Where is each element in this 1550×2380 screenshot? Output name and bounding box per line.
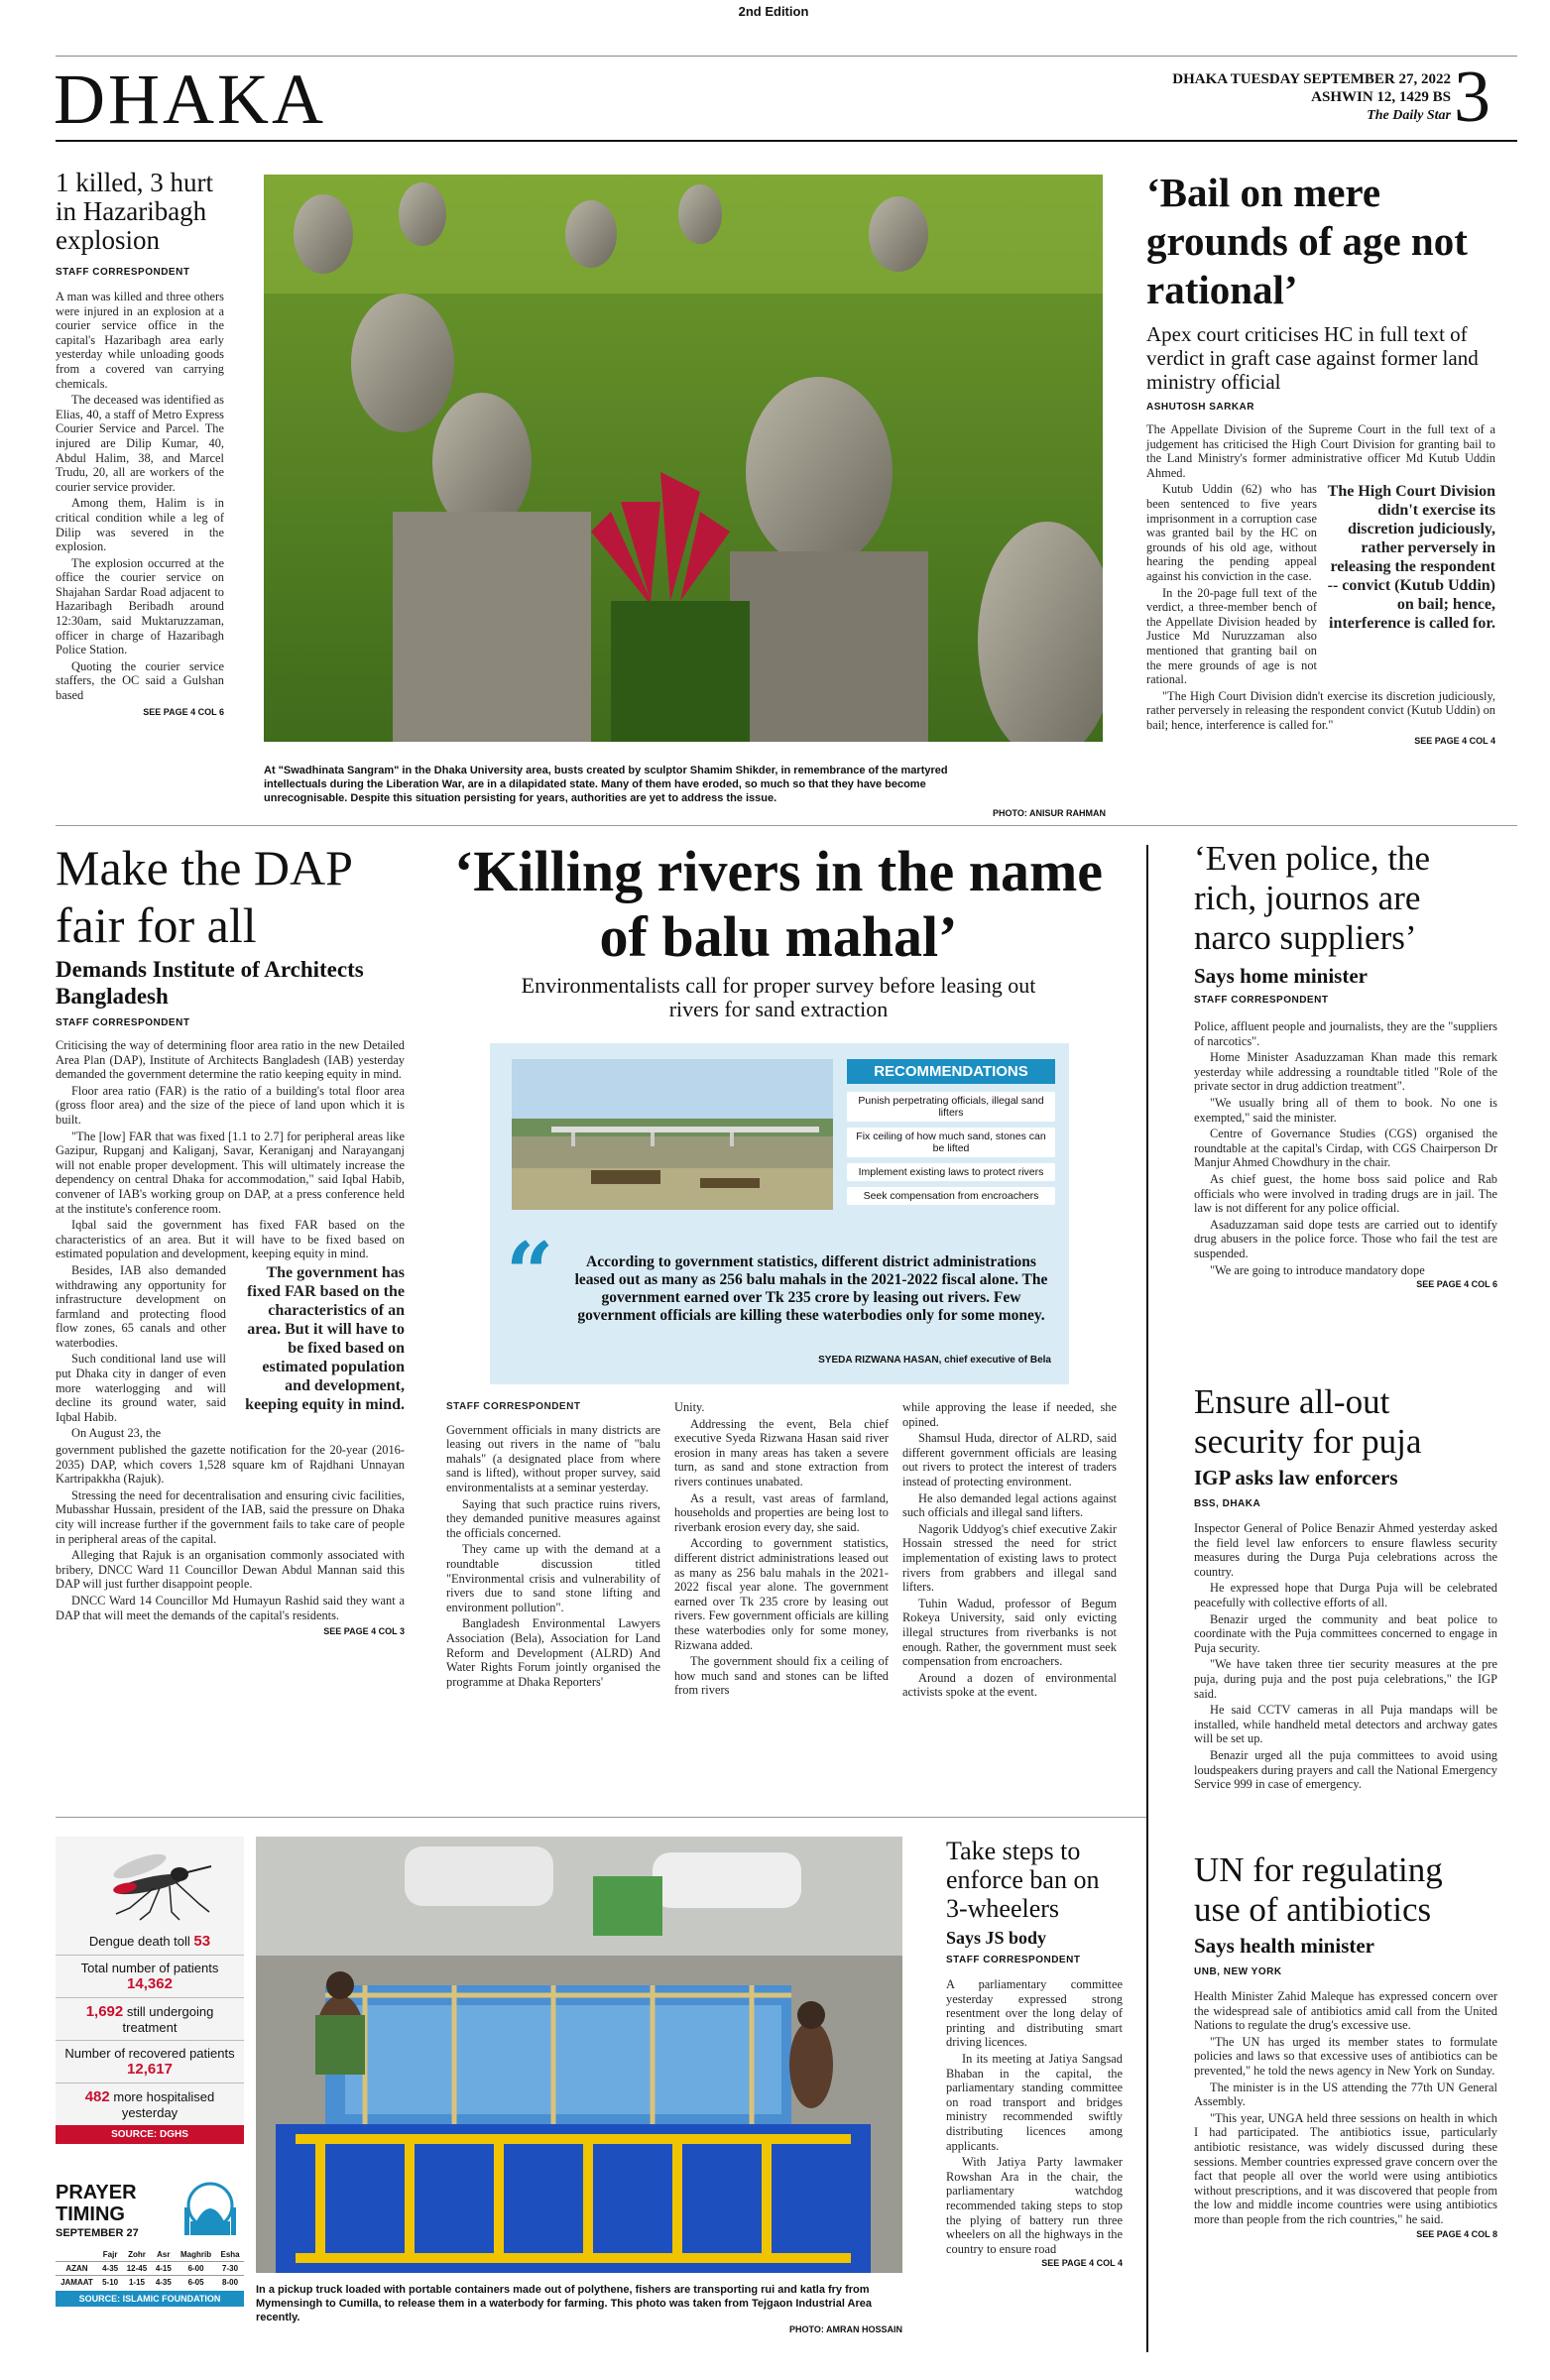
three-wheelers-subhead: Says JS body: [946, 1928, 1047, 1948]
truck-photo-illustration: [256, 1837, 902, 2273]
paragraph: Police, affluent people and journalists, they are the "suppliers of narcotics".: [1194, 1019, 1497, 1048]
paragraph: DNCC Ward 14 Councillor Md Humayun Rashid said they want a DAP that will meet the demands of the capital's residents.: [56, 1593, 405, 1622]
bail-headline: ‘Bail on mere grounds of age not rational’: [1146, 170, 1468, 312]
paragraph: Benazir urged the community and beat police to coordinate with the Puja committees concerned to engage in Puja security.: [1194, 1611, 1497, 1655]
river-photo: [512, 1059, 833, 1210]
truck-caption: In a pickup truck loaded with portable containers made out of polythene, fishers are transporting rui and katla fry from Mymensingh to Cumilla, to release them in a waterbody for farming. This photo was taken from Tejgaon Industrial Area recently.: [256, 2284, 872, 2323]
dap-headline: Make the DAP fair for all: [56, 840, 352, 953]
edition-label: 2nd Edition: [738, 4, 809, 19]
prayer-box: [56, 2182, 244, 2307]
paragraph: With Jatiya Party lawmaker Rowshan Ara in the chair, the parliamentary watchdog recommended taking steps to stop the plying of battery run three wheelers on all the highways in the country to ensure road: [946, 2155, 1123, 2256]
recommendations-panel: [847, 1059, 1055, 1211]
busts-photo: [264, 175, 1103, 742]
dengue-row: [56, 1956, 244, 1998]
three-wheelers-see-page[interactable]: SEE PAGE 4 COL 4: [1041, 2258, 1123, 2269]
prayer-header-cell: Zohr: [128, 2250, 146, 2259]
dengue-label: Dengue death toll: [88, 1934, 190, 1949]
paragraph: "We have taken three tier security measures at the pre puja, during puja and the post puja celebrations," the IGP said.: [1194, 1657, 1497, 1701]
narco-body: [1194, 1019, 1497, 1277]
dengue-value: 53: [193, 1933, 211, 1950]
quote-mark-icon: “: [506, 1224, 554, 1322]
dengue-row: [56, 2041, 244, 2083]
prayer-cell: 4-35: [102, 2264, 119, 2273]
prayer-azan-row: [56, 2262, 244, 2276]
dengue-row: [56, 2083, 244, 2125]
recommendation-item: Fix ceiling of how much sand, stones can be lifted: [847, 1128, 1055, 1157]
narco-headline: ‘Even police, the rich, journos are narco suppliers’: [1194, 839, 1431, 957]
rivers-column-3: [902, 1400, 1117, 1702]
paragraph: They came up with the demand at a roundtable discussion titled "Environmental crisis and vulnerability of rivers due to sand stone lifting and environment pollution".: [446, 1542, 660, 1614]
puja-body: [1194, 1521, 1497, 1792]
prayer-cell: AZAN: [65, 2264, 88, 2273]
paragraph: As chief guest, the home boss said police and Rab officials who were involved in trading drugs are in jail. The law is not different for any police official.: [1194, 1171, 1497, 1216]
masthead-top-rule: [56, 56, 1517, 57]
three-wheelers-body: [946, 1977, 1123, 2256]
paragraph: Government officials in many districts are leasing out rivers in the name of "balu mahals" (a designated place from where sand is lifted), without proper survey, said environmentalists at a seminar yesterday.: [446, 1422, 660, 1494]
prayer-cell: 7-30: [222, 2264, 239, 2273]
rivers-body: [446, 1400, 1117, 1702]
prayer-table: [56, 2248, 244, 2289]
prayer-jamaat-row: [56, 2276, 244, 2290]
paper-logo: The Daily Star: [1367, 108, 1451, 123]
dengue-value: 12,617: [127, 2061, 173, 2078]
paragraph: "This year, UNGA held three sessions on health in which I had participated. The antibiotics issue, particularly antibiotic resistance, was widely discussed during these sessions. Member countries expressed grave concern over the fact that people all over the world were using antibiotics without prescriptions, and it was discovered that people from the low and middle income countries were using antibiotics more than people from the rich countries," he said.: [1194, 2110, 1497, 2226]
paragraph: government published the gazette notification for the 20-year (2016-2035) DAP, which covers 1,528 square km of Rajdhani Unnayan Kartripakkha (Rajuk).: [56, 1443, 405, 1487]
rivers-byline: STAFF CORRESPONDENT: [446, 1401, 581, 1412]
dap-byline: STAFF CORRESPONDENT: [56, 1017, 190, 1028]
three-wheelers-byline: STAFF CORRESPONDENT: [946, 1955, 1081, 1965]
paragraph: "We are going to introduce mandatory dope: [1210, 1262, 1425, 1277]
paragraph: Among them, Halim is in critical condition while a leg of Dilip was severed in the explosion.: [56, 496, 224, 554]
bottom-section-rule: [56, 1817, 1146, 1818]
prayer-title-1: PRAYER: [56, 2182, 137, 2203]
puja-story: [1194, 1382, 1497, 1794]
page-number: 3: [1454, 57, 1490, 138]
paragraph: The government should fix a ceiling of how much sand and stones can be lifted from rivers: [674, 1654, 889, 1698]
paragraph: Stressing the need for decentralisation and ensuring civic facilities, Mubasshar Hussain, president of the IAB, said the pressure on Dhaka city will increase further if the government fails to take care of people in peripheral areas of the capital.: [56, 1488, 405, 1546]
antibiotics-body: [1194, 1989, 1497, 2227]
river-photo-illustration: [512, 1059, 833, 1210]
prayer-source: SOURCE: ISLAMIC FOUNDATION: [56, 2291, 244, 2307]
paragraph: On August 23, the: [71, 1426, 162, 1441]
prayer-header-cell: Maghrib: [180, 2250, 212, 2259]
mosquito-illustration: [80, 1843, 219, 1922]
paragraph: As a result, vast areas of farmland, households and properties are being lost to riverbank erosion every day, she said.: [674, 1490, 889, 1534]
antibiotics-headline: UN for regulating use of antibiotics: [1194, 1850, 1443, 1929]
dap-pull-quote: The government has fixed FAR based on the characteristics of an area. But it will have to be fixed based on estimated population and development, keeping equity in mind.: [245, 1263, 405, 1413]
rivers-headline: ‘Killing rivers in the name of balu mahal’: [453, 839, 1104, 969]
paragraph: Such conditional land use will put Dhaka city in danger of even more waterlogging and will decline its ground water, said Iqbal Habib.: [56, 1352, 226, 1424]
dengue-source: SOURCE: DGHS: [56, 2125, 244, 2144]
prayer-cell: 8-00: [222, 2278, 239, 2287]
narco-story: [1194, 839, 1497, 1289]
paragraph: Nagorik Uddyog's chief executive Zakir Hossain stressed the need for strict implementation of existing laws to protect rivers from grabbers and illegal sand lifters.: [902, 1521, 1117, 1595]
recommendations-title: RECOMMENDATIONS: [847, 1059, 1055, 1084]
dengue-row: [56, 1998, 244, 2041]
bail-subhead: Apex court criticises HC in full text of verdict in graft case against former land ministry official: [1146, 322, 1479, 394]
paragraph: The explosion occurred at the office the courier service on Shajahan Sardar Road adjacent to Hazaribagh Beribadh around 12:30am, said Muktaruzzaman, officer in charge of Hazaribagh Police Station.: [56, 555, 224, 657]
recommendation-item: Seek compensation from encroachers: [847, 1187, 1055, 1205]
dengue-label: still undergoing treatment: [122, 2004, 214, 2035]
hazaribagh-story: [56, 169, 224, 717]
dap-subhead: Demands Institute of Architects Bangladesh: [56, 957, 364, 1009]
prayer-date: SEPTEMBER 27: [56, 2227, 139, 2239]
paragraph: Saying that such practice ruins rivers, they demanded punitive measures against the officials concerned.: [446, 1496, 660, 1540]
hazaribagh-headline: 1 killed, 3 hurt in Hazaribagh explosion: [56, 168, 213, 255]
paragraph: A man was killed and three others were injured in an explosion at a courier service office in the capital's Hazaribagh area early yesterday while unloading goods from a covered van carrying chemicals.: [56, 290, 224, 391]
paragraph: The Appellate Division of the Supreme Court in the full text of a judgement has criticised the High Court Division for granting bail to the Land Ministry's former administrative officer Md Kutub Uddin Ahmed.: [1146, 422, 1495, 480]
paragraph: Around a dozen of environmental activists spoke at the event.: [902, 1670, 1117, 1700]
puja-subhead: IGP asks law enforcers: [1194, 1466, 1398, 1489]
paragraph: while approving the lease if needed, she opined.: [902, 1400, 1117, 1429]
paragraph: According to government statistics, different district administrations leased out as many as 256 balu mahals in the 2021-2022 fiscal year alone. The government earned over Tk 235 crore by leasing out rivers. Few government officials are killing these waterbodies only for some money, Rizwana added.: [674, 1536, 889, 1652]
paragraph: Criticising the way of determining floor area ratio in the new Detailed Area Plan (DAP), Institute of Architects Bangladesh (IAB) yesterday demanded the government determine the ratio keeping equity in mind.: [56, 1038, 405, 1082]
narco-see-page[interactable]: SEE PAGE 4 COL 6: [1416, 1279, 1497, 1290]
paragraph: Unity.: [674, 1400, 705, 1414]
paragraph: Shamsul Huda, director of ALRD, said different government officials are leasing out rivers to protect the interest of traders instead of protecting environment.: [902, 1431, 1117, 1488]
top-section-rule: [56, 825, 1517, 826]
paragraph: Iqbal said the government has fixed FAR based on the characteristics of an area. But it will have to be fixed based on estimated population and development, keeping equity in mind.: [56, 1218, 405, 1261]
paragraph: Addressing the event, Bela chief executive Syeda Rizwana Hasan said river erosion in many areas has taken a severe turn, as sand and stone extraction from rivers continues unabated.: [674, 1416, 889, 1488]
paragraph: Health Minister Zahid Maleque has expressed concern over the widespread sale of antibiotics amid call from the United Nations to regulate the drug's excessive use.: [1194, 1989, 1497, 2033]
paragraph: Quoting the courier service staffers, the OC said a Gulshan based: [56, 658, 224, 703]
recommendation-item: Implement existing laws to protect rivers: [847, 1163, 1055, 1181]
busts-credit: PHOTO: ANISUR RAHMAN: [993, 808, 1106, 818]
paragraph: Home Minister Asaduzzaman Khan made this remark yesterday while addressing a roundtable titled "Role of the private sector in drug addiction treatment".: [1194, 1050, 1497, 1094]
antibiotics-story: [1194, 1850, 1497, 2239]
bail-see-page[interactable]: SEE PAGE 4 COL 4: [1414, 736, 1495, 747]
truck-credit: PHOTO: AMRAN HOSSAIN: [788, 2324, 902, 2334]
prayer-header-cell: [56, 2248, 98, 2262]
section-title: DHAKA: [54, 60, 326, 139]
paragraph: In the 20-page full text of the verdict, a three-member bench of the Appellate Division headed by Justice Md Nuruzzaman also mentioned that granting bail on the mere grounds of age is not rational.: [1146, 585, 1317, 687]
busts-photo-illustration: [264, 175, 1103, 742]
rivers-column-2: [674, 1400, 889, 1702]
paragraph: Besides, IAB also demanded withdrawing any opportunity for infrastructure development on farmland and protecting flood flow zones, 65 canals and other waterbodies.: [56, 1262, 226, 1350]
prayer-cell: 12-45: [126, 2264, 148, 2273]
prayer-cell: 4-35: [155, 2278, 172, 2287]
prayer-header-cell: Fajr: [102, 2250, 118, 2259]
bail-story: [1146, 169, 1495, 746]
prayer-header-cell: Asr: [157, 2250, 171, 2259]
paragraph: In its meeting at Jatiya Sangsad Bhaban in the capital, the parliamentary standing committee on road transport and bridges ministry recommended swiftly distributing licences among applicants.: [946, 2051, 1123, 2153]
paragraph: Tuhin Wadud, professor of Begum Rokeya University, said only evicting illegal structures from riverbanks is not enough. Rather, the government must seek compensation from encroachers.: [902, 1596, 1117, 1669]
hazaribagh-byline: STAFF CORRESPONDENT: [56, 267, 190, 278]
dateline: DHAKA TUESDAY SEPTEMBER 27, 2022: [1172, 71, 1451, 87]
paragraph: Bangladesh Environmental Lawyers Association (Bela), Association for Land Reform and Development (ALRD) And Water Rights Forum jointly organised the programme at Dhaka Reporters': [446, 1616, 660, 1689]
paragraph: He expressed hope that Durga Puja will be celebrated peacefully with collective efforts of all.: [1194, 1581, 1497, 1609]
prayer-cell: 5-10: [102, 2278, 119, 2287]
antibiotics-subhead: Says health minister: [1194, 1934, 1375, 1958]
bail-byline: ASHUTOSH SARKAR: [1146, 402, 1254, 413]
paragraph: The deceased was identified as Elias, 40, a staff of Metro Express Courier Service and Parcel. The injured are Dilip Kumar, 40, Abdul Halim, 38, and Marcel Trudu, 20, all are workers of the courier service provider.: [56, 393, 224, 494]
bail-pull-quote: The High Court Division didn't exercise its discretion judiciously, rather perversely in releasing the respondent -- convict (Kutub Uddin) on bail; hence, interference is called for.: [1327, 483, 1495, 633]
bail-body: [1146, 422, 1495, 732]
narco-subhead: Says home minister: [1194, 964, 1368, 988]
paragraph: The minister is in the US attending the 77th UN General Assembly.: [1194, 2080, 1497, 2109]
three-wheelers-story: [946, 1837, 1123, 2268]
narco-byline: STAFF CORRESPONDENT: [1194, 995, 1329, 1006]
rivers-quote-attribution: SYEDA RIZWANA HASAN, chief executive of Bela: [818, 1355, 1051, 1366]
paragraph: Inspector General of Police Benazir Ahmed yesterday asked the field level law enforcers to ensure flawless security measures during the Durga Puja celebrations across the country.: [1194, 1521, 1497, 1579]
antibiotics-see-page[interactable]: SEE PAGE 4 COL 8: [1416, 2228, 1497, 2239]
prayer-cell: 6-05: [187, 2278, 204, 2287]
truck-photo: [256, 1837, 902, 2273]
rivers-quote: According to government statistics, different district administrations leased out as many as 256 balu mahals in the 2021-2022 fiscal alone. The government earned over Tk 235 crore by leasing out rivers. Few government officials are killing these waterbodies only for some money.: [574, 1253, 1048, 1324]
paragraph: Asaduzzaman said dope tests are carried out to identify drug abusers in the police force. Those who fail the test are suspended.: [1194, 1217, 1497, 1260]
paragraph: He also demanded legal actions against such officials and illegal sand lifters.: [902, 1490, 1117, 1520]
paragraph: Kutub Uddin (62) who has been sentenced to five years imprisonment in a corruption case was granted bail by the HC on grounds of his old age, without hearing the pending appeal against his conviction in the case.: [1146, 482, 1317, 583]
dengue-label: Number of recovered patients: [64, 2046, 235, 2061]
prayer-title-2: TIMING: [56, 2203, 125, 2225]
recommendation-item: Punish perpetrating officials, illegal sand lifters: [847, 1092, 1055, 1122]
mosque-illustration: [177, 2182, 244, 2239]
dap-story: [56, 839, 405, 1636]
dengue-label: Total number of patients: [80, 1961, 219, 1975]
dengue-row: [56, 1928, 244, 1956]
puja-headline: Ensure all-out security for puja: [1194, 1382, 1422, 1461]
paragraph: He said CCTV cameras in all Puja mandaps will be installed, while handheld metal detectors and archway gates will be set up.: [1194, 1703, 1497, 1746]
paragraph: Benazir urged all the puja committees to avoid using loudspeakers during prayers and call the National Emergency Service 999 in case of emergency.: [1194, 1747, 1497, 1792]
puja-byline: BSS, DHAKA: [1194, 1498, 1261, 1509]
antibiotics-byline: UNB, NEW YORK: [1194, 1966, 1282, 1977]
bangla-date: ASHWIN 12, 1429 BS: [1311, 89, 1451, 105]
paragraph: "The [low] FAR that was fixed [1.1 to 2.7] for peripheral areas like Gazipur, Rupganj and Kaliganj, Savar, Keraniganj and Narayanganj will not enable proper development. This will ultimately increase the dependency on central Dhaka for accommodation," said Iqbal Habib, convener of IAB's working group on DAP, at a press conference held at the institute's conference room.: [56, 1129, 405, 1216]
hazaribagh-body: [56, 290, 224, 703]
paragraph: "The High Court Division didn't exercise its discretion judiciously, rather perversely in releasing the respondent convict (Kutub Uddin) on bail; hence, interference is called for.": [1146, 688, 1495, 732]
paragraph: A parliamentary committee yesterday expressed strong resentment over the long delay of printing and distributing smart driving licences.: [946, 1977, 1123, 2050]
masthead-bottom-rule: [56, 140, 1517, 142]
dap-body: [56, 1038, 405, 1622]
rivers-infographic: [490, 1043, 1069, 1384]
three-wheelers-headline: Take steps to enforce ban on 3-wheelers: [946, 1837, 1100, 1923]
dengue-value: 1,692: [85, 2003, 124, 2020]
paragraph: Alleging that Rajuk is an organisation commonly associated with bribery, DNCC Ward 11 Councillor Dewan Abdul Mannan said this DAP will just further disappoint people.: [56, 1548, 405, 1592]
prayer-header-row: [56, 2248, 244, 2262]
paragraph: "We usually bring all of them to book. No one is exempted," said the minister.: [1194, 1095, 1497, 1125]
paragraph: "The UN has urged its member states to formulate policies and laws so that excessive uses of antibiotics can be prevented," he told the news agency in New York on Sunday.: [1194, 2034, 1497, 2078]
mosquito-icon: [56, 1837, 244, 1928]
column-divider: [1146, 845, 1148, 2352]
paragraph: Floor area ratio (FAR) is the ratio of a building's total floor area (gross floor area) and the size of the piece of land upon which it is built.: [56, 1083, 405, 1127]
rivers-subhead: Environmentalists call for proper survey before leasing out rivers for sand extraction: [521, 973, 1036, 1021]
dengue-value: 14,362: [127, 1975, 173, 1992]
dengue-label: more hospitalised yesterday: [113, 2089, 215, 2120]
busts-caption: At "Swadhinata Sangram" in the Dhaka University area, busts created by sculptor Shamim Shikder, in remembrance of the martyred intellectuals during the Liberation War, are in a dilapidated state. Many of them have eroded, so much so that they have become unrecognisable. Despite this situation persisting for years, authorities are yet to address the issue.: [264, 765, 948, 804]
rivers-column-1: [446, 1400, 660, 1702]
prayer-header-cell: Esha: [220, 2250, 240, 2259]
prayer-cell: 4-15: [155, 2264, 172, 2273]
prayer-cell: 6-00: [187, 2264, 204, 2273]
hazaribagh-see-page[interactable]: SEE PAGE 4 COL 6: [143, 706, 224, 717]
dengue-box: [56, 1837, 244, 2144]
dengue-value: 482: [84, 2088, 110, 2105]
dap-see-page[interactable]: SEE PAGE 4 COL 3: [323, 1626, 405, 1637]
paragraph: Centre of Governance Studies (CGS) organised the roundtable at the capital's Cirdap, with CGS Chairperson Dr Manjur Ahmed Chowdhury in the chair.: [1194, 1127, 1497, 1170]
mosque-icon: [177, 2182, 244, 2244]
prayer-cell: 1-15: [128, 2278, 145, 2287]
prayer-cell: JAMAAT: [60, 2278, 93, 2287]
